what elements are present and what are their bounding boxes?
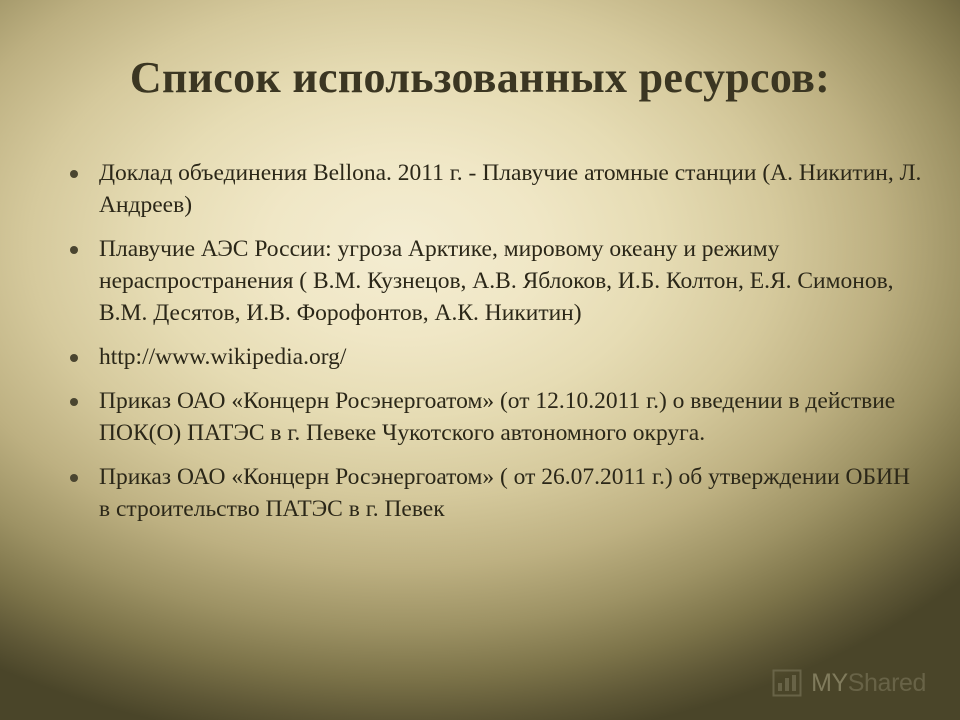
list-item	[44, 462, 924, 526]
watermark	[772, 668, 926, 698]
list-item	[44, 158, 924, 222]
list-item-text: Плавучие АЭС России: угроза Арктике, мировому океану и режиму нераспространения ( В.М. Кузнецов, А.В. Яблоков, И.Б. Колтон, Е.Я. Симонов, В.М. Десятов, И.В. Форофонтов, А.К. Никитин)	[99, 235, 894, 326]
bullet-dot-icon	[70, 246, 78, 254]
resource-list	[44, 158, 924, 526]
list-item-text: Приказ ОАО «Концерн Росэнергоатом» (от 12.10.2011 г.) о введении в действие ПОК(О) ПАТЭС в г. Певеке Чукотского автономного округа.	[99, 387, 896, 446]
list-item-text: Приказ ОАО «Концерн Росэнергоатом» ( от 26.07.2011 г.) об утверждении ОБИН в строительство ПАТЭС в г. Певек	[99, 463, 910, 522]
bullet-dot-icon	[70, 354, 78, 362]
list-item	[44, 342, 924, 374]
bullet-dot-icon	[70, 170, 78, 178]
slide-body	[44, 158, 924, 538]
list-item	[44, 234, 924, 330]
list-item-link[interactable]: http://www.wikipedia.org/	[99, 343, 347, 370]
list-item	[44, 386, 924, 450]
watermark-my: MY	[811, 668, 848, 697]
bullet-dot-icon	[70, 398, 78, 406]
watermark-shared: Shared	[847, 668, 926, 697]
list-item-text: Доклад объединения Bellona. 2011 г. - Плавучие атомные станции (А. Никитин, Л. Андреев)	[99, 160, 922, 218]
bullet-dot-icon	[70, 474, 78, 482]
page-title: Список использованных ресурсов:	[129, 53, 831, 102]
chart-document-icon	[772, 668, 802, 698]
watermark-label	[811, 669, 926, 698]
